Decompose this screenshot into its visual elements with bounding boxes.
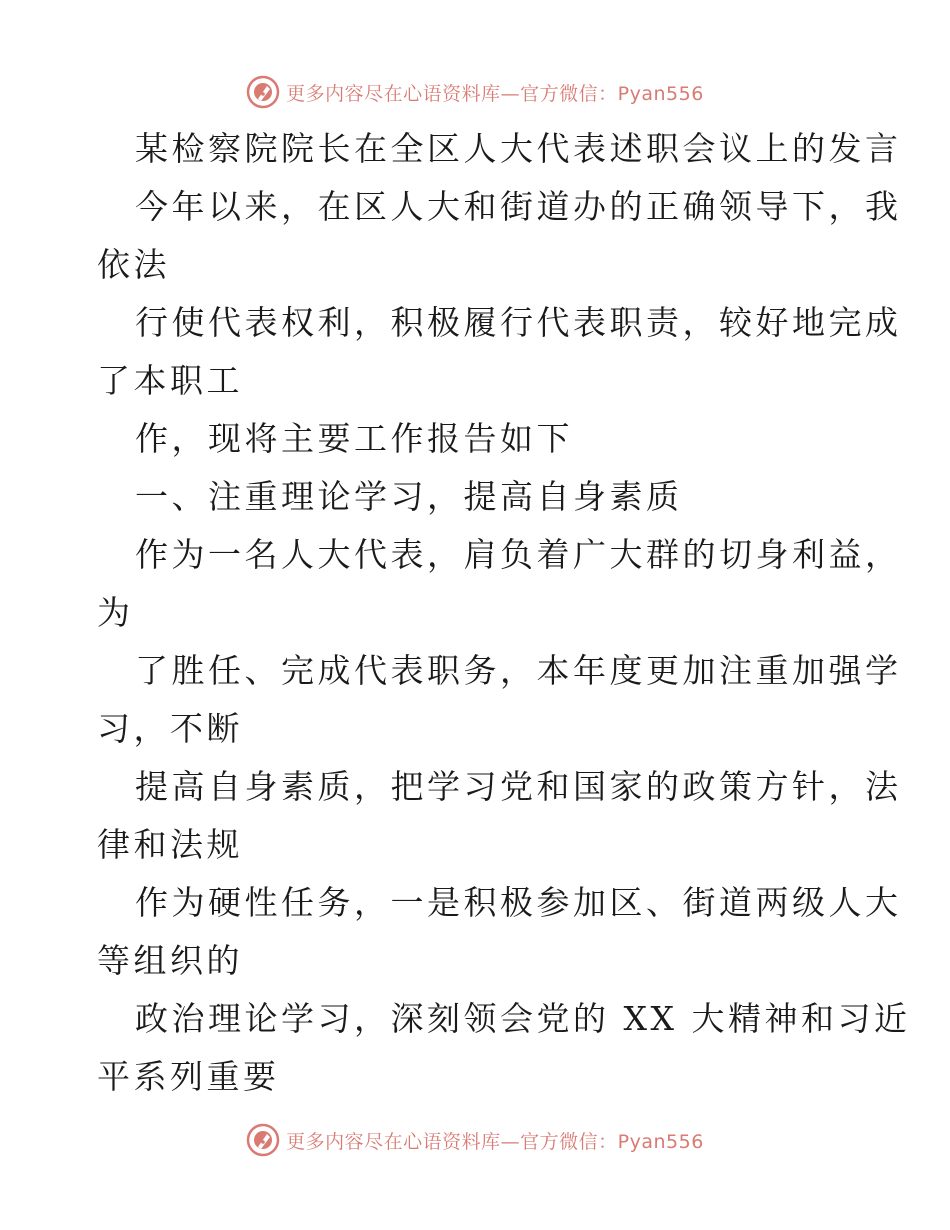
footer-watermark [0,1120,950,1160]
text-line: 作为一名人大代表，肩负着广大群的切身利益， [135,535,902,574]
pen-nib-logo-icon [246,75,280,109]
watermark-text: 更多内容尽在心语资料库—官方微信：Pyan556 [286,82,704,105]
watermark-text: 更多内容尽在心语资料库—官方微信：Pyan556 [286,1130,704,1153]
text-line: 提高自身素质，把学习党和国家的政策方针，法 [135,767,902,806]
text-line: 习，不断 [97,709,243,748]
document-body [97,120,911,1106]
text-line: 平系列重要 [97,1057,280,1096]
text-line: 了胜任、完成代表职务，本年度更加注重加强学 [135,651,902,690]
text-line: 了本职工 [97,361,243,400]
text-line: 今年以来，在区人大和街道办的正确领导下，我 [135,187,902,226]
text-line: 作，现将主要工作报告如下 [135,419,573,458]
text-line: 政治理论学习，深刻领会党的 XX 大精神和习近 [135,999,911,1038]
document-title: 某检察院院长在全区人大代表述职会议上的发言 [135,129,902,168]
text-line: 行使代表权利，积极履行代表职责，较好地完成 [135,303,902,342]
text-line: 律和法规 [97,825,243,864]
section-heading: 一、注重理论学习，提高自身素质 [135,477,683,516]
text-line: 作为硬性任务，一是积极参加区、街道两级人大 [135,883,902,922]
text-line: 为 [97,593,134,632]
header-watermark [0,72,950,112]
text-line: 等组织的 [97,941,243,980]
text-line: 依法 [97,245,170,284]
pen-nib-logo-icon [246,1123,280,1157]
